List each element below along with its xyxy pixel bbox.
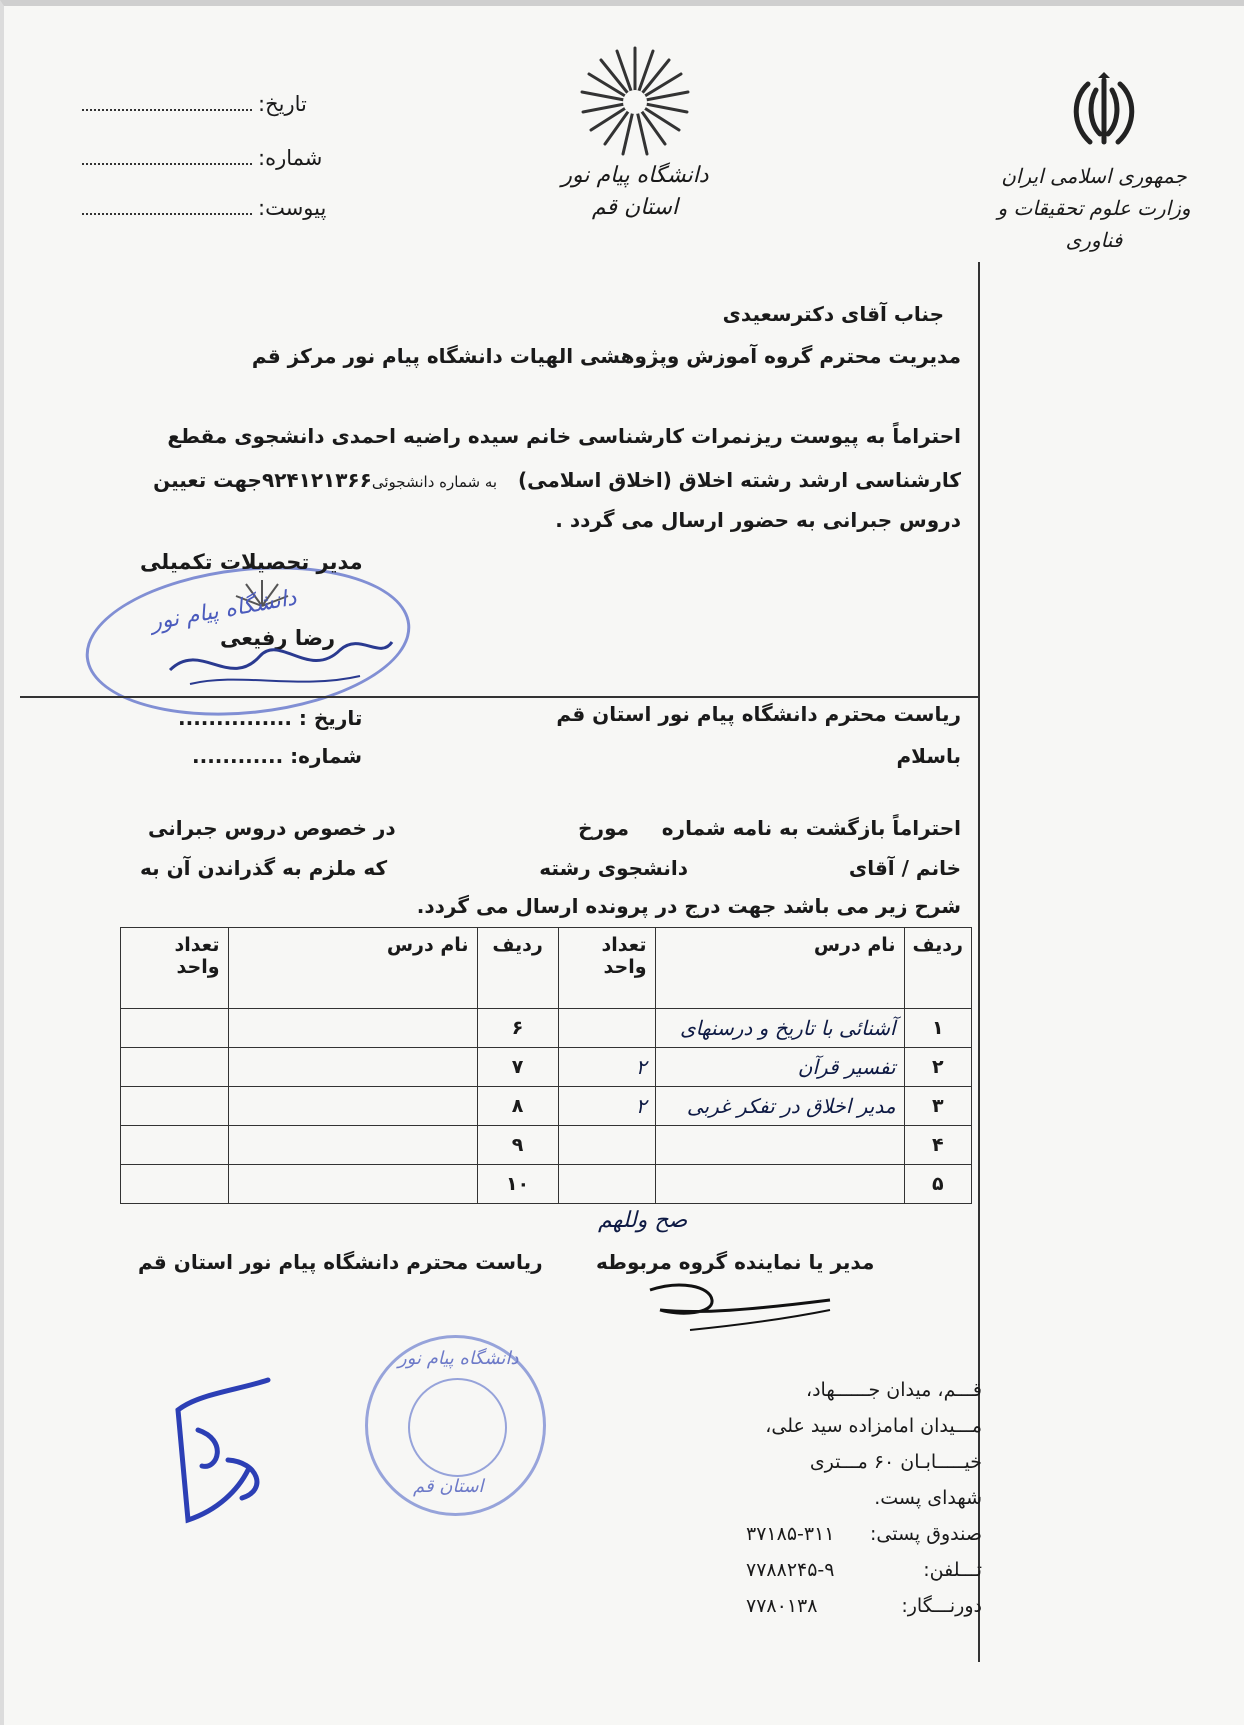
header-number-label: شماره: [258,146,323,170]
phone-label: تـــلفن: [923,1559,982,1581]
section-divider [20,696,978,698]
course-units [121,1048,229,1087]
row-number: ۱ [904,1009,971,1048]
fax-value: ۷۷۸۰۱۳۸ [746,1595,818,1617]
letter2-date: تاریخ : ............... [178,706,363,730]
course-name: آشنائی با تاریخ و درسنهای [655,1009,904,1048]
round-stamp-inner [408,1378,507,1477]
header-date-dots [82,109,252,111]
letter2-number: شماره: ............ [192,744,363,768]
phone-value: ۷۷۸۸۲۴۵-۹ [746,1559,835,1581]
letter2-line2-c: که ملزم به گذراندن آن به [140,856,388,880]
course-units [121,1087,229,1126]
university-name [560,160,710,224]
pobox-row [746,1516,982,1552]
table-row [121,1009,972,1048]
university-province-line: استان قم [591,195,679,220]
letter2-line3: شرح زیر می باشد جهت درج در پرونده ارسال می گردد. [416,894,961,918]
address-line-4: شهدای پست. [874,1487,982,1509]
course-units: ۲ [558,1048,655,1087]
course-name: تفسیر قرآن [655,1048,904,1087]
round-stamp-text-top: دانشگاه پیام نور [398,1348,519,1369]
course-units [558,1126,655,1165]
letter1-body-line-2-c: ۹۲۴۱۲۱۳۶۶جهت تعیین [153,468,372,492]
letter1-addressee-title: مدیریت محترم گروه آموزش وپژوهشی الهیات دانشگاه پیام نور مرکز قم [251,344,961,368]
phone-row [746,1552,982,1588]
course-name: مدیر اخلاق در تفکر غربی [655,1087,904,1126]
course-name [655,1165,904,1204]
course-units [558,1009,655,1048]
header-attachment-dots [82,213,252,215]
row-number: ۶ [477,1009,558,1048]
address-line-1: قـــم، میدان جــــــهاد، [805,1379,982,1401]
courses-table [120,927,972,1204]
ministry-name [974,160,1214,256]
course-units: ۲ [558,1087,655,1126]
header-attachment-field [82,196,326,220]
oval-stamp-text: دانشگاه پیام نور [148,585,299,636]
letter2-greeting: باسلام [896,744,961,768]
round-stamp-text-bottom: استان قم [413,1476,484,1497]
letter2-line1-a: احتراماً بازگشت به نامه شماره [661,816,961,840]
row-number: ۵ [904,1165,971,1204]
course-name [228,1087,477,1126]
iran-emblem-icon [1068,72,1140,152]
header-attachment-label: پیوست: [258,196,327,220]
letter2-addressee: ریاست محترم دانشگاه پیام نور استان قم [556,702,961,726]
table-row [121,1165,972,1204]
row-number: ۸ [477,1087,558,1126]
letter2-line2-a: خانم / آقای [848,856,961,880]
row-number: ۲ [904,1048,971,1087]
header-number-field [82,146,322,170]
course-units [121,1009,229,1048]
president-label: ریاست محترم دانشگاه پیام نور استان قم [138,1250,543,1274]
letter1-body-line-1: احتراماً به پیوست ریزنمرات کارشناسی خانم سیده راضیه احمدی دانشجوی مقطع [167,424,961,448]
row-number: ۷ [477,1048,558,1087]
header-number-dots [82,163,252,165]
signature-1-icon [160,620,400,700]
address-block [746,1372,982,1624]
signature-2-icon [620,1270,840,1340]
pobox-value: ۳۷۱۸۵-۳۱۱ [746,1523,835,1545]
course-name [655,1126,904,1165]
col-row-2: ردیف [477,928,558,1009]
pobox-label: صندوق پستی: [869,1523,982,1545]
letter1-body-line-2-a: کارشناسی ارشد رشته اخلاق (اخلاق اسلامی) [517,468,961,492]
col-name-2: نام درس [228,928,477,1009]
university-name-line: دانشگاه پیام نور [561,163,709,188]
university-logo-icon [575,42,695,162]
row-number: ۹ [477,1126,558,1165]
course-name [228,1165,477,1204]
fax-label: دورنـــگار: [901,1595,982,1617]
course-units [558,1165,655,1204]
signature-3-icon [158,1370,288,1540]
address-line-2: مـــیدان امامزاده سید علی، [765,1415,982,1437]
letter1-signer-name: رضا رفیعی [220,626,336,650]
course-name [228,1126,477,1165]
table-row [121,1126,972,1165]
col-units-1: تعداد واحد [558,928,655,1009]
ministry-line-2: وزارت علوم تحقیقات و فناوری [997,196,1191,252]
letter1-addressee: جناب آقای دکترسعیدی [722,302,944,326]
group-manager-label: مدیر یا نماینده گروه مربوطه [596,1250,875,1274]
letter2-line2-b: دانشجوی رشته [539,856,688,880]
course-units [121,1126,229,1165]
letter2-line1-b: مورخ [578,816,629,840]
round-stamp [365,1335,546,1516]
letter1-body-line-2-b: به شماره دانشجوئی [371,473,498,491]
fax-row [746,1588,982,1624]
letter1-signer-title: مدیر تحصیلات تکمیلی [140,550,363,574]
col-name-1: نام درس [655,928,904,1009]
letter1-body-line-3: دروس جبرانی به حضور ارسال می گردد . [555,508,961,532]
table-row [121,1048,972,1087]
letter2-line1-c: در خصوص دروس جبرانی [148,816,396,840]
letter1-body-line-2 [153,468,961,492]
table-header-row [121,928,972,1009]
col-row-1: ردیف [904,928,971,1009]
course-name [228,1048,477,1087]
handwritten-approval-note: صح وللهم [598,1208,688,1233]
course-name [228,1009,477,1048]
header-date-field [82,92,307,116]
address-line-3: خیـــــابـان ۶۰ مـــتری [809,1451,982,1473]
row-number: ۱۰ [477,1165,558,1204]
table-row [121,1087,972,1126]
row-number: ۳ [904,1087,971,1126]
header-date-label: تاریخ: [258,92,307,116]
row-number: ۴ [904,1126,971,1165]
ministry-line-1: جمهوری اسلامی ایران [1001,164,1187,188]
course-units [121,1165,229,1204]
col-units-2: تعداد واحد [121,928,229,1009]
